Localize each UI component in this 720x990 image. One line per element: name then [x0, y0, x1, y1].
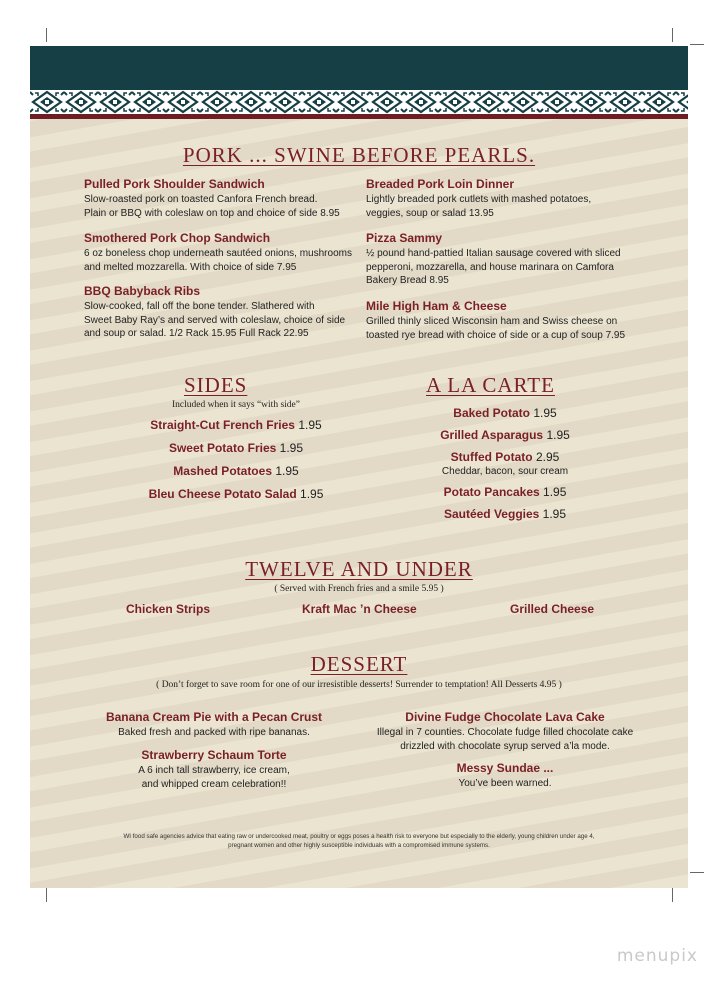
- menu-item-description: 6 oz boneless chop underneath sautéed onions, mushrooms and melted mozzarella. With choice of side 7.95: [84, 248, 352, 273]
- menu-item-description: Lightly breaded pork cutlets with mashed potatoes, veggies, soup or salad 13.95: [366, 194, 592, 219]
- menu-item-title: Breaded Pork Loin Dinner: [366, 177, 515, 191]
- dessert-item-title: Banana Cream Pie with a Pecan Crust: [105, 710, 323, 724]
- watermark: menupix: [616, 946, 698, 966]
- dessert-item-title: Strawberry Schaum Torte: [141, 748, 287, 762]
- menu-item-title: Pulled Pork Shoulder Sandwich: [84, 177, 265, 191]
- alacarte-item: Baked Potato 1.95: [453, 406, 557, 420]
- header-band: [30, 46, 688, 90]
- menu-item-title: Mile High Ham & Cheese: [366, 299, 507, 313]
- side-item: Bleu Cheese Potato Salad 1.95: [148, 487, 324, 501]
- dessert-item-description: You’ve been warned.: [458, 778, 552, 789]
- section-title-pork: PORK ... SWINE BEFORE PEARLS.: [182, 143, 536, 167]
- alacarte-item: Stuffed Potato 2.95: [450, 450, 560, 464]
- dessert-item-title: Divine Fudge Chocolate Lava Cake: [405, 710, 605, 724]
- dessert-item-description: Baked fresh and packed with ripe bananas.: [118, 727, 310, 738]
- alacarte-item: Grilled Asparagus 1.95: [440, 428, 570, 442]
- section-title-kids: TWELVE AND UNDER: [245, 557, 473, 581]
- sides-list: [106, 418, 366, 510]
- crop-mark: [672, 28, 673, 42]
- menu-item-title: Smothered Pork Chop Sandwich: [84, 231, 271, 245]
- sides-subtitle: Included when it says “with side”: [172, 400, 300, 410]
- menu-item-title: Pizza Sammy: [366, 231, 443, 245]
- dessert-item-title: Messy Sundae ...: [456, 761, 554, 775]
- menu-item-description: Grilled thinly sliced Wisconsin ham and Swiss cheese on toasted rye bread with choice of side or a cup of soup 7.95: [366, 316, 626, 341]
- border-rule: [30, 114, 688, 119]
- kids-item: Chicken Strips: [126, 602, 211, 616]
- section-title-sides: SIDES: [184, 373, 248, 397]
- kids-subtitle: ( Served with French fries and a smile 5.95 ): [274, 584, 444, 594]
- menu-page: [30, 46, 688, 888]
- decorative-border: [30, 90, 688, 114]
- section-title-alacarte: A LA CARTE: [426, 373, 555, 397]
- dessert-item-description: Illegal in 7 counties. Chocolate fudge filled chocolate cake drizzled with chocolate syrup served a’la mode.: [376, 727, 634, 752]
- alacarte-item: Potato Pancakes 1.95: [443, 485, 567, 499]
- crop-mark: [46, 28, 47, 42]
- menu-item-description: Slow-roasted pork on toasted Canfora French bread. Plain or BBQ with coleslaw on top and choice of side 8.95: [84, 194, 340, 219]
- kids-item: Kraft Mac ’n Cheese: [302, 602, 417, 616]
- side-item: Sweet Potato Fries 1.95: [168, 441, 304, 455]
- alacarte-item-note: Cheddar, bacon, sour cream: [441, 466, 569, 477]
- menu-item-title: BBQ Babyback Ribs: [84, 284, 201, 298]
- dessert-left-column: [84, 710, 344, 791]
- dessert-subtitle: ( Don’t forget to save room for one of our irresistible desserts! Surrender to temptation! All Desserts 4.95 ): [156, 680, 562, 690]
- side-item: Mashed Potatoes 1.95: [173, 464, 299, 478]
- menu-item-description: ½ pound hand-pattied Italian sausage covered with sliced pepperoni, mozzarella, and house marinara on Camfora Bakery Bread 8.95: [366, 248, 621, 286]
- section-title-dessert: DESSERT: [310, 652, 408, 676]
- crop-mark: [672, 888, 673, 902]
- crop-mark: [690, 44, 704, 45]
- kids-item: Grilled Cheese: [510, 602, 595, 616]
- side-item: Straight-Cut French Fries 1.95: [150, 418, 322, 432]
- alacarte-list: [380, 406, 630, 529]
- menu-item-description: Slow-cooked, fall off the bone tender. Slathered with Sweet Baby Ray’s and served with coleslaw, choice of side and soup or salad. 1/2 Rack 15.95 Full Rack 22.95: [84, 301, 346, 339]
- alacarte-item: Sautéed Veggies 1.95: [443, 507, 567, 521]
- food-safety-disclaimer: WI food safe agencies advice that eating raw or undercooked meat, poultry or eggs poses a health risk to everyone but especially to the elderly, young children under age 4, pregnant women and other highly susceptible individuals with a compromised immune systems.: [123, 833, 595, 849]
- dessert-item-description: A 6 inch tall strawberry, ice cream, and whipped cream celebration!!: [138, 765, 290, 790]
- crop-mark: [46, 888, 47, 902]
- dessert-right-column: [360, 710, 650, 791]
- crop-mark: [690, 872, 704, 873]
